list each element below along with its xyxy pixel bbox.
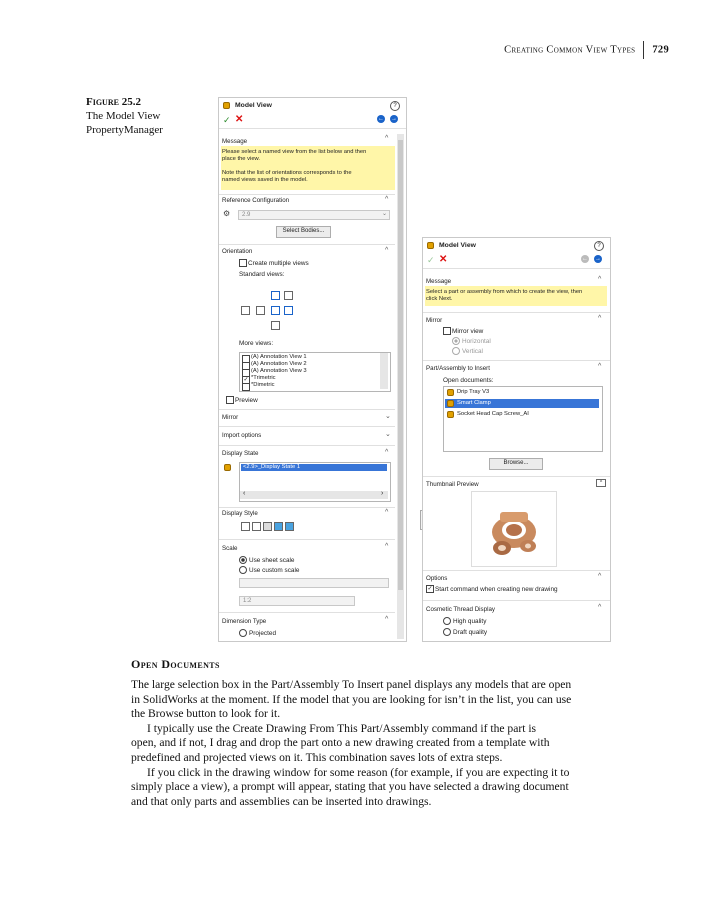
smart-clamp-thumbnail	[472, 492, 556, 566]
divider	[219, 128, 406, 129]
expand-chevron-icon[interactable]: ⌄	[385, 431, 391, 438]
create-multiple-label: Create multiple views	[248, 260, 309, 267]
message-line1: Please select a named view from the list below and then	[222, 149, 367, 155]
top-view-icon[interactable]	[271, 291, 280, 300]
horizontal-scrollbar[interactable]	[240, 491, 388, 499]
message-line2: place the view.	[222, 156, 261, 162]
draft-quality-label: Draft quality	[453, 629, 488, 636]
divider	[423, 312, 610, 313]
front-view-icon[interactable]	[256, 306, 265, 315]
paragraph-line: and that only parts and assemblies can be inserted into drawings.	[131, 794, 432, 808]
scale-heading: Scale	[222, 545, 238, 552]
use-custom-scale-radio[interactable]	[239, 566, 247, 574]
message-heading: Message	[426, 278, 452, 285]
more-view-item[interactable]: (A) Annotation View 3	[251, 368, 307, 374]
custom-scale-select[interactable]	[239, 578, 389, 588]
right-model-view-panel	[422, 237, 611, 642]
left-model-view-panel	[218, 97, 407, 642]
draft-quality-radio[interactable]	[443, 628, 451, 636]
divider	[219, 426, 395, 427]
thumbnail-heading: Thumbnail Preview	[426, 481, 479, 488]
panel-title: Model View	[235, 102, 272, 109]
divider	[219, 507, 395, 508]
ref-config-heading: Reference Configuration	[222, 197, 290, 204]
configuration-icon: ⚙	[223, 209, 231, 218]
select-bodies-button[interactable]: Select Bodies...	[276, 226, 331, 238]
open-documents-list[interactable]	[443, 386, 603, 452]
paragraph-line: in SolidWorks at the moment. If the model that you are looking for isn’t in the list, you can use	[131, 692, 572, 706]
divider	[423, 600, 610, 601]
more-view-item[interactable]: *Dimetric	[251, 382, 275, 388]
browse-button[interactable]: Browse...	[489, 458, 543, 470]
bottom-view-icon[interactable]	[271, 321, 280, 330]
collapse-chevron-icon[interactable]: ^	[385, 196, 389, 203]
collapse-chevron-icon[interactable]: ^	[598, 315, 602, 322]
display-state-list[interactable]	[239, 462, 391, 502]
divider	[423, 268, 610, 269]
paragraph-line: I typically use the Create Drawing From This Part/Assembly command if the part is	[147, 721, 537, 735]
part-icon	[447, 400, 454, 407]
more-view-item[interactable]: (A) Annotation View 2	[251, 361, 307, 367]
back-icon[interactable]: ←	[582, 256, 588, 262]
more-views-list[interactable]	[239, 352, 391, 392]
header-title: Creating Common View Types	[504, 44, 636, 56]
options-heading: Options	[426, 575, 448, 582]
help-icon[interactable]: ?	[594, 241, 604, 251]
display-style-heading: Display Style	[222, 510, 258, 517]
list-scrollbar[interactable]	[380, 353, 388, 389]
vertical-label: Vertical	[462, 348, 483, 355]
expand-chevron-icon[interactable]: ⌄	[385, 413, 391, 420]
vertical-radio[interactable]	[452, 347, 460, 355]
paragraph-line: The large selection box in the Part/Assembly To Insert panel displays any models that are open	[131, 678, 572, 691]
more-view-item[interactable]: *Trimetric	[251, 375, 276, 381]
paragraph-line: the Browse button to look for it.	[131, 707, 281, 721]
figure-caption-line2: PropertyManager	[86, 124, 163, 136]
header-divider	[643, 41, 644, 59]
divider	[219, 612, 395, 613]
scroll-right-icon[interactable]: ›	[381, 490, 384, 497]
paragraph-line: predefined and projected views on it. This combination saves lots of extra steps.	[131, 750, 503, 764]
paragraph-line: simply place a view), a prompt will appear, stating that you have selected a drawing document	[131, 780, 569, 794]
next-icon[interactable]: →	[391, 116, 397, 122]
collapse-chevron-icon[interactable]: ^	[598, 573, 602, 580]
collapse-chevron-icon[interactable]: ^	[385, 135, 389, 142]
message-line2: click Next.	[426, 296, 453, 302]
more-view-checkbox-checked[interactable]: ✓	[243, 377, 249, 383]
use-custom-scale-label: Use custom scale	[249, 567, 300, 574]
divider	[219, 539, 395, 540]
standard-views-label: Standard views:	[239, 271, 285, 278]
back-icon[interactable]: ←	[378, 116, 384, 122]
collapse-chevron-icon[interactable]: ^	[385, 509, 389, 516]
hidden-lines-visible-icon[interactable]	[252, 522, 261, 531]
mirror-view-label: Mirror view	[452, 328, 484, 335]
orientation-heading: Orientation	[222, 248, 253, 255]
thumbnail-frame	[471, 491, 557, 567]
more-views-label: More views:	[239, 340, 274, 347]
cosmetic-heading: Cosmetic Thread Display	[426, 606, 496, 613]
mirror-heading: Mirror	[426, 317, 443, 324]
collapse-chevron-icon[interactable]: ^	[385, 616, 389, 623]
scrollbar-thumb[interactable]	[398, 140, 403, 590]
collapse-chevron-icon[interactable]: ^	[598, 604, 602, 611]
cancel-x-icon[interactable]: ✕	[439, 254, 448, 265]
part-icon	[447, 411, 454, 418]
collapse-chevron-icon[interactable]: ^	[385, 247, 389, 254]
mirror-heading[interactable]: Mirror	[222, 414, 239, 421]
divider	[423, 476, 610, 477]
high-quality-label: High quality	[453, 618, 487, 625]
divider	[423, 570, 610, 571]
panel-title: Model View	[439, 242, 476, 249]
chevron-down-icon: ⌄	[382, 211, 388, 217]
divider	[219, 244, 395, 245]
collapse-chevron-icon[interactable]: ^	[385, 449, 389, 456]
use-sheet-scale-radio[interactable]	[239, 556, 247, 564]
isometric-view-icon[interactable]	[284, 291, 293, 300]
figure-number: Figure 25.2	[86, 96, 141, 108]
collapse-chevron-icon[interactable]: ^	[598, 363, 602, 370]
section-heading: Open Documents	[131, 657, 220, 671]
divider	[219, 409, 395, 410]
model-view-icon	[223, 102, 230, 109]
ok-check-icon[interactable]: ✓	[223, 115, 231, 125]
projected-radio[interactable]	[239, 629, 247, 637]
figure-caption-line1: The Model View	[86, 110, 161, 122]
collapse-chevron-icon[interactable]: ^	[598, 276, 602, 283]
ok-check-icon[interactable]: ✓	[427, 255, 435, 265]
divider	[219, 445, 395, 446]
open-documents-label: Open documents:	[443, 377, 494, 384]
divider	[219, 194, 395, 195]
ref-config-select[interactable]: 2.9	[238, 210, 390, 220]
paragraph-line: If you click in the drawing window for some reason (for example, if you are expecting it to	[147, 765, 570, 779]
horizontal-radio[interactable]	[452, 337, 460, 345]
shaded-with-edges-icon[interactable]	[274, 522, 283, 531]
preview-checkbox[interactable]	[226, 396, 234, 404]
running-header	[504, 41, 669, 59]
projected-label: Projected	[249, 630, 276, 637]
display-state-item-label[interactable]: <2.9>_Display State 1	[243, 464, 301, 470]
page-number: 729	[652, 44, 669, 56]
back-view-icon[interactable]	[284, 306, 293, 315]
body-text	[131, 678, 647, 809]
more-view-item[interactable]: (A) Annotation View 1	[251, 354, 307, 360]
wireframe-style-icon[interactable]	[241, 522, 250, 531]
cancel-x-icon[interactable]: ✕	[235, 114, 244, 125]
horizontal-label: Horizontal	[462, 338, 491, 345]
message-heading: Message	[222, 138, 248, 145]
use-sheet-scale-label: Use sheet scale	[249, 557, 295, 564]
dimension-type-heading: Dimension Type	[222, 618, 267, 625]
import-options-heading[interactable]: Import options	[222, 432, 262, 439]
next-icon[interactable]: →	[595, 256, 601, 262]
model-view-icon	[427, 242, 434, 249]
document-item[interactable]: Socket Head Cap Screw_AI	[457, 411, 529, 417]
more-view-checkbox[interactable]	[242, 383, 250, 391]
part-icon	[447, 389, 454, 396]
document-item[interactable]: Drip Tray V3	[457, 389, 490, 395]
start-command-label: Start command when creating new drawing	[435, 586, 558, 593]
shaded-icon[interactable]	[285, 522, 294, 531]
message-line3: Note that the list of orientations corresponds to the	[222, 170, 352, 176]
left-view-icon[interactable]	[241, 306, 250, 315]
scale-value-field[interactable]: 1:2	[239, 596, 355, 606]
display-state-heading: Display State	[222, 450, 259, 457]
right-view-icon[interactable]	[271, 306, 280, 315]
figure-caption	[86, 95, 163, 137]
message-line4: named views saved in the model.	[222, 177, 308, 183]
preview-label: Preview	[235, 397, 258, 404]
paragraph-line: open, and if not, I drag and drop the part onto a new drawing created from a template with	[131, 736, 550, 750]
divider	[423, 360, 610, 361]
help-icon[interactable]: ?	[390, 101, 400, 111]
hidden-lines-removed-icon[interactable]	[263, 522, 272, 531]
scroll-left-icon[interactable]: ‹	[243, 490, 246, 497]
display-state-icon	[224, 464, 231, 471]
document-item[interactable]: Smart Clamp	[457, 400, 491, 406]
collapse-chevron-icon[interactable]: ^	[385, 543, 389, 550]
mirror-view-checkbox[interactable]	[443, 327, 451, 335]
create-multiple-checkbox[interactable]	[239, 259, 247, 267]
message-line1: Select a part or assembly from which to create the view, then	[426, 289, 583, 295]
insert-heading: Part/Assembly to Insert	[426, 365, 490, 372]
high-quality-radio[interactable]	[443, 617, 451, 625]
start-command-checkbox[interactable]: ✓	[427, 586, 433, 592]
pin-icon[interactable]: ^	[596, 479, 606, 487]
